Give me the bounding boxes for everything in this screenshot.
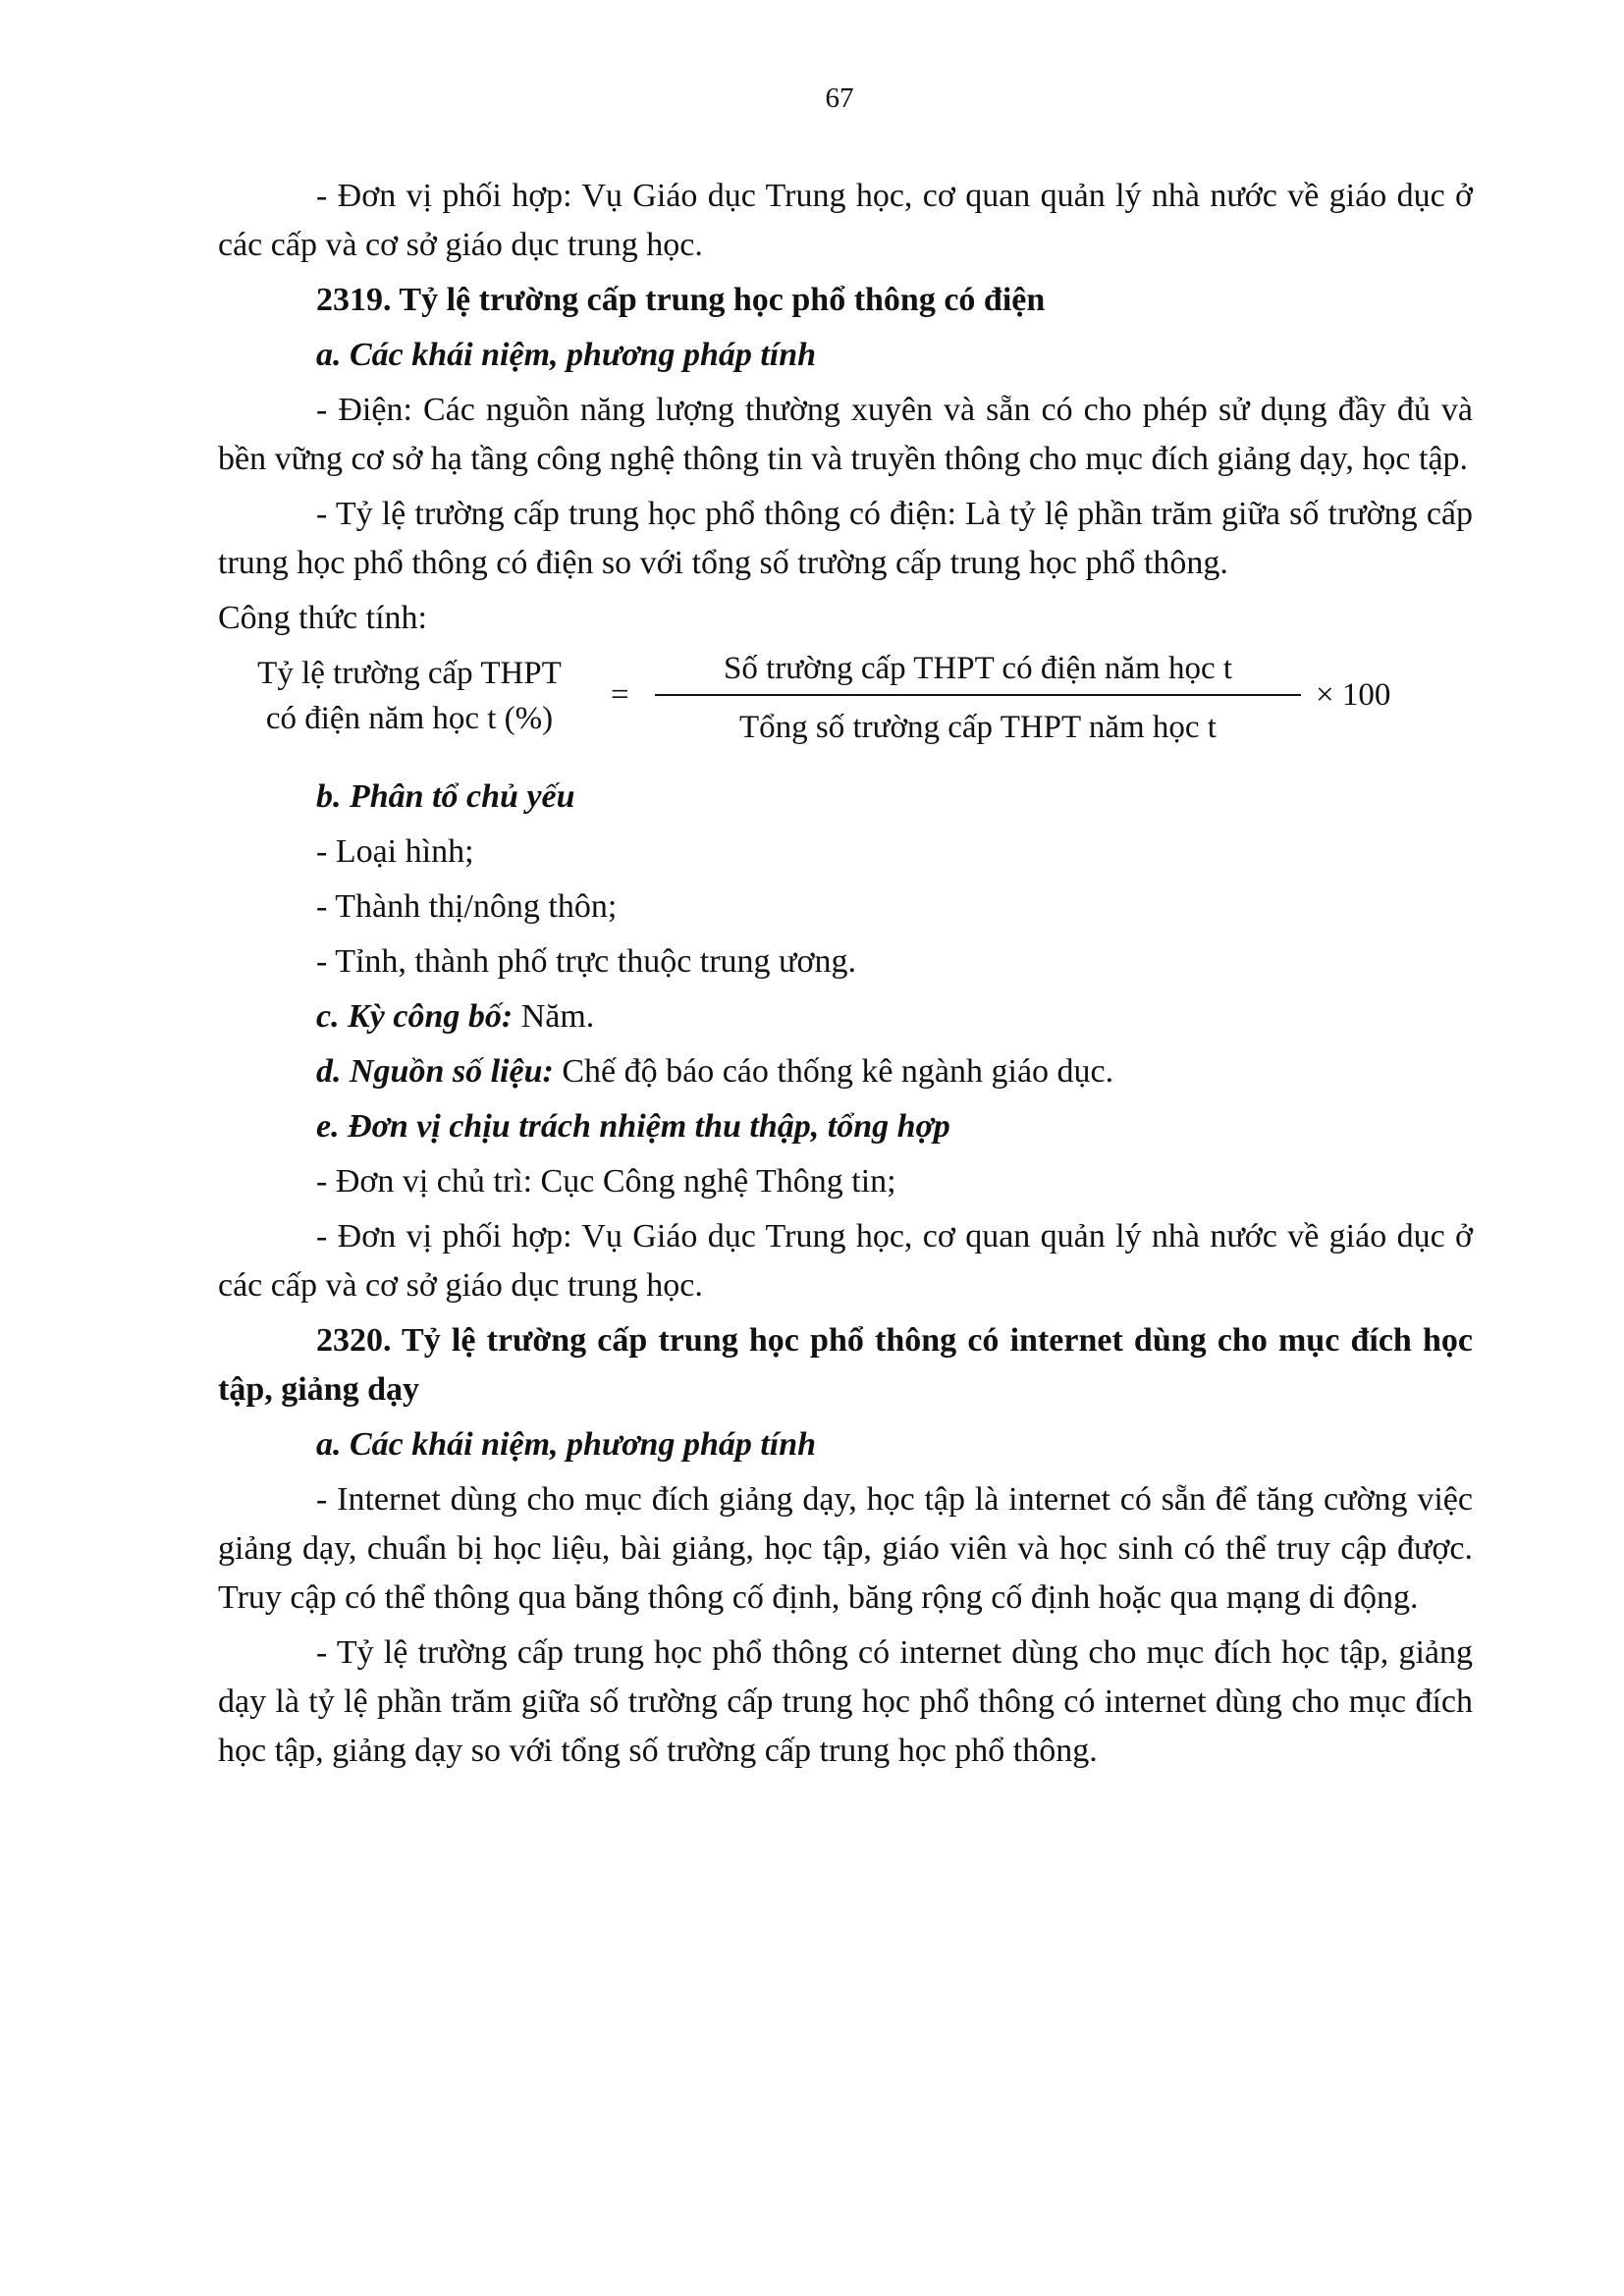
paragraph-rate-definition: - Tỷ lệ trường cấp trung học phổ thông có điện: Là tỷ lệ phần trăm giữa số trường cấp trung học phổ thông có điện so với tổng số trường cấp trung học phổ thông. (218, 496, 1473, 581)
paragraph-internet-rate-definition: - Tỷ lệ trường cấp trung học phổ thông có internet dùng cho mục đích học tập, giảng dạy là tỷ lệ phần trăm giữa số trường cấp trung học phổ thông có internet dùng cho mục đích học tập, giảng dạy so với tổng số trường cấp trung học phổ thông. (218, 1634, 1473, 1769)
page-number: 67 (825, 82, 854, 114)
publication-period (218, 992, 1473, 1041)
data-source (218, 1047, 1473, 1096)
subheading-responsible-units: e. Đơn vị chịu trách nhiệm thu thập, tổng hợp (316, 1108, 950, 1145)
paragraph-electricity-definition: - Điện: Các nguồn năng lượng thường xuyên và sẵn có cho phép sử dụng đầy đủ và bền vững cơ sở hạ tầng công nghệ thông tin và truyền thông cho mục đích giảng dạy, học tập. (218, 392, 1473, 477)
formula-lhs-line2: có điện năm học t (%) (265, 701, 554, 736)
subheading-breakdown: b. Phân tổ chủ yếu (316, 778, 575, 815)
formula-numerator: Số trường cấp THPT có điện năm học t (723, 651, 1233, 686)
publication-period-value: Năm. (513, 998, 595, 1035)
section-heading-2319: 2319. Tỷ lệ trường cấp trung học phổ thông có điện (316, 282, 1046, 318)
publication-period-label: c. Kỳ công bố: (316, 998, 514, 1035)
formula-lhs (247, 651, 571, 741)
paragraph-coordinating-unit: - Đơn vị phối hợp: Vụ Giáo dục Trung học, cơ quan quản lý nhà nước về giáo dục ở các cấp và cơ sở giáo dục trung học. (218, 178, 1473, 263)
section-heading-2320: 2320. Tỷ lệ trường cấp trung học phổ thông có internet dùng cho mục đích học tập, giảng dạy (218, 1322, 1473, 1408)
data-source-value: Chế độ báo cáo thống kê ngành giáo dục. (553, 1053, 1114, 1090)
data-source-label: d. Nguồn số liệu: (316, 1053, 554, 1090)
document-body (218, 172, 1473, 1782)
formula-fraction-bar (655, 694, 1301, 696)
paragraph-internet-definition: - Internet dùng cho mục đích giảng dạy, học tập là internet có sẵn để tăng cường việc giảng dạy, chuẩn bị học liệu, bài giảng, học tập, giáo viên và học sinh có thể truy cập được. Truy cập có thể thông qua băng thông cố định, băng rộng cố định hoặc qua mạng di động. (218, 1481, 1473, 1616)
formula (218, 649, 1473, 767)
coordinating-unit: - Đơn vị phối hợp: Vụ Giáo dục Trung học, cơ quan quản lý nhà nước về giáo dục ở các cấp và cơ sở giáo dục trung học. (218, 1218, 1473, 1304)
formula-denominator: Tổng số trường cấp THPT năm học t (739, 710, 1217, 745)
subheading-concepts: a. Các khái niệm, phương pháp tính (316, 337, 817, 373)
list-item: - Loại hình; (316, 833, 474, 870)
list-item: - Thành thị/nông thôn; (316, 888, 618, 925)
list-item: - Tỉnh, thành phố trực thuộc trung ương. (316, 943, 856, 980)
formula-label: Công thức tính: (218, 600, 427, 636)
lead-unit: - Đơn vị chủ trì: Cục Công nghệ Thông tin; (316, 1163, 896, 1200)
formula-lhs-line1: Tỷ lệ trường cấp THPT (257, 656, 562, 691)
formula-multiplier: × 100 (1316, 677, 1391, 713)
formula-equals: = (611, 677, 629, 713)
subheading-concepts-2320: a. Các khái niệm, phương pháp tính (316, 1426, 817, 1463)
